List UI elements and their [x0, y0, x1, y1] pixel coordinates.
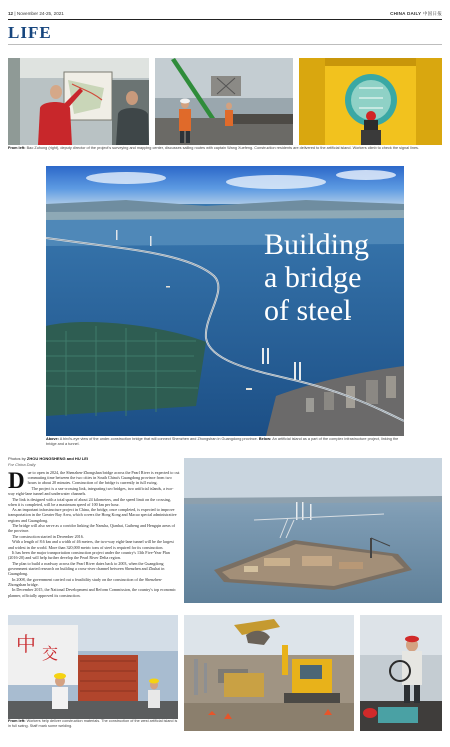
page-header-right [390, 11, 442, 17]
byline-source: For China Daily [8, 462, 36, 467]
caption-bottom-text: Workers help deliver construction materials. The construction of the west artificial island is in full swing. Staff mark some welding. [8, 719, 178, 728]
article-body [8, 470, 180, 598]
article-paragraph: The construction started in December 2016. [12, 533, 84, 539]
article-paragraph: With a length of 8.6 km and a width of 46 meters, the two-way eight-lane tunnel will be the largest and widest in the world. More than 320,000 metric tons of steel is required for its construction. [8, 539, 174, 550]
article-paragraph: The link is designed with a total span of about 24 kilometers, and the speed limit on the crossing, when it is completed, will be a maximum speed of 100 km per hour. [8, 496, 171, 507]
photo-workers-delivery [8, 615, 178, 719]
section-rule [8, 44, 442, 45]
caption-below-label: Below: [258, 437, 272, 441]
header-rule [8, 19, 442, 20]
page-number: 12 [8, 11, 14, 16]
photo-signal-line-check [299, 58, 442, 145]
byline [8, 456, 88, 461]
byline-label: Photos by [8, 456, 26, 461]
caption-top-label: From left: [8, 146, 26, 150]
headline [264, 228, 404, 327]
page-header-left: 12 | November 24-25, 2021 [8, 11, 64, 16]
headline-line: of steel [264, 294, 352, 327]
issue-date: November 24-25, 2021 [16, 11, 64, 16]
photo-artificial-island [184, 458, 442, 603]
photo-map-discussion [8, 58, 149, 145]
caption-top-photos [8, 146, 442, 151]
headline-line: Building [264, 228, 370, 261]
drop-cap: D [8, 468, 25, 493]
publication-name-cn: 中国日报 [422, 11, 442, 16]
caption-bottom-photos [8, 719, 180, 728]
article-paragraph: The project is a sea-crossing link, integrating two bridges, two artificial islands, a two-way eight-lane tunnel and underwater channels. [8, 485, 174, 497]
photo-construction-delivery [155, 58, 293, 145]
caption-top-text: Bao Zuhong (right), deputy director of the project's surveying and mapping center, discusses sailing routes with captain Wang Xuefeng. Construction residents are delivered to the artificial island. Workers climb to check the signal lines. [26, 146, 420, 150]
headline-line: a bridge [264, 261, 362, 294]
article-paragraph: In 2008, the government carried out a feasibility study on the construction of the Shenzhen-Zhongshan bridge. [8, 576, 163, 587]
article-paragraph-text: ue to open in 2024, the Shenzhen-Zhongshan bridge across the Pearl River is expected to cut commuting time between the two cities in South China's Guangdong province from two hours to about 20 minutes. Construction of the bridge is currently in full swing. [27, 470, 180, 486]
caption-above-label: Above: [46, 437, 59, 441]
byline-authors: ZHOU HONGSHENG and HU LEI [26, 456, 89, 461]
article-paragraph: It has been the major transportation construction project under the country's 13th Five-Year Plan (2016-20) and will help further develop the Pearl River Delta region. [8, 550, 170, 561]
article-paragraph: As an important infrastructure project in China, the bridge, once completed, is expected to improve transportation in the Greater Bay Area, which covers the Hong Kong and Macao special administrative regions and Guangdong. [8, 507, 177, 523]
caption-bottom-label: From left: [8, 719, 26, 723]
photo-west-island-construction [184, 615, 354, 731]
caption-main-photo [46, 437, 404, 446]
publication-name: CHINA DAILY [390, 11, 422, 16]
caption-below-text: An artificial island as a part of the complex infrastructure project, linking the bridge and a tunnel. [46, 437, 399, 446]
article-paragraph: The plan to build a roadway across the Pearl River dates back to 2003, when the Guangdong government started research on building a cross-river channel between Shenzhen and Zhuhai in Guangdong. [8, 560, 165, 577]
svg-text:交: 交 [42, 644, 59, 663]
section-title: LIFE [8, 23, 52, 42]
article-paragraph: In December 2015, the National Development and Reform Commission, the country's top economic planner, officially approved its construction. [8, 587, 176, 598]
photo-welding-staff [360, 615, 442, 731]
svg-text:中: 中 [16, 632, 36, 656]
caption-above-text: A bird's-eye view of the under-construction bridge that will connect Shenzhen and Zhongshan in Guangdong province. [59, 437, 258, 441]
article-paragraph: The bridge will also serve as a corridor linking the Nansha, Qianhai, Guibeng and Hengqin areas of the province. [8, 523, 176, 534]
